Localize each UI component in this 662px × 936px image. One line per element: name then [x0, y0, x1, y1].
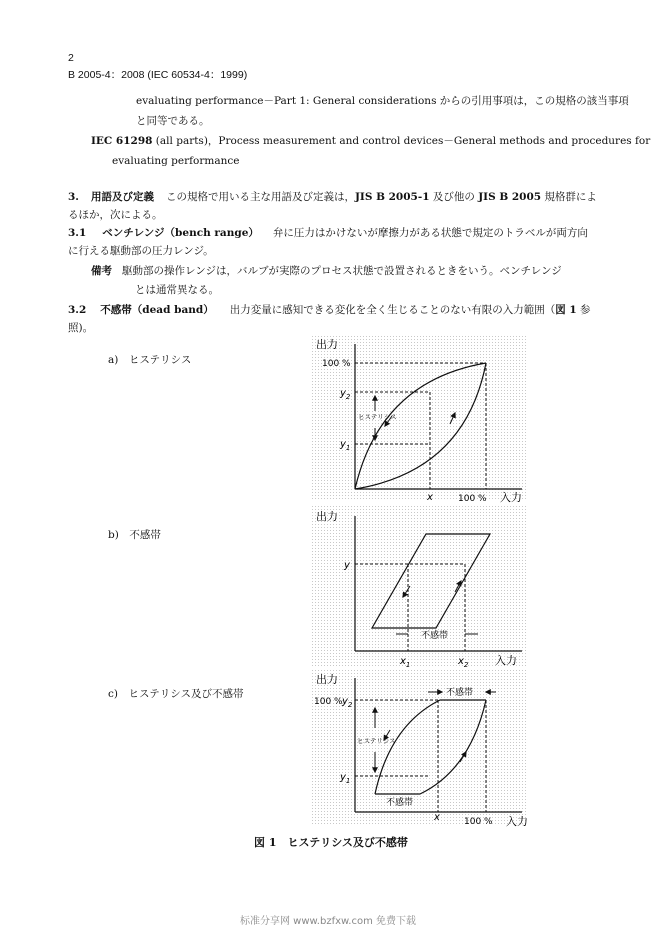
- figure-c-label: c) ヒステリシス及び不感帯: [108, 688, 244, 700]
- standard-id: B 2005-4：2008 (IEC 60534-4：1999): [68, 69, 248, 81]
- graph-a-hysteresis-label: ヒステリシス: [358, 413, 397, 421]
- graph-b-x2-label: $x_2$: [458, 656, 469, 669]
- section-3-2-title: 不感帯（dead band）: [100, 304, 214, 316]
- section-3-2-number: 3.2: [68, 304, 87, 316]
- graph-a-100-y: 100 %: [322, 359, 351, 369]
- graph-a-in-label: 入力: [500, 491, 522, 504]
- section-3-1-text: 弁に圧力はかけないが摩擦力がある状態で規定のトラベルが両方向: [272, 227, 588, 239]
- section-3-1-line-1: [68, 225, 588, 242]
- section-3-text-b: JIS B 2005-1: [354, 191, 430, 203]
- graph-a-out-label: 出力: [316, 338, 338, 351]
- section-3-2-text-c: 参: [576, 304, 591, 316]
- figure-a-label: a) ヒステリシス: [108, 354, 192, 366]
- ref-line-1: evaluating performance－Part 1: General considerations からの引用事項は，この規格の該当事項: [136, 95, 629, 107]
- graph-a-y2-label: $y_2$: [340, 388, 351, 401]
- graph-hysteresis: [300, 336, 540, 506]
- graph-c-100-x: 100 %: [464, 817, 493, 827]
- section-3-2-line-1: [68, 302, 591, 319]
- section-3-line-1: [68, 189, 597, 206]
- footer-watermark: 标准分享网 www.bzfxw.com 免费下载: [240, 916, 416, 927]
- page-number: 2: [68, 52, 74, 64]
- section-3-text-d: JIS B 2005: [478, 191, 542, 203]
- graph-b-background: [312, 506, 526, 666]
- note-line-2: とは通常異なる。: [135, 284, 219, 296]
- note-text: 駆動部の操作レンジは，バルブが実際のプロセス状態で設置されるときをいう。ベンチレンジ: [122, 265, 562, 277]
- graph-a-x-label: x: [427, 492, 433, 503]
- graph-c-y2-label: $y_2$: [342, 696, 353, 709]
- section-3-number: 3.: [68, 191, 79, 203]
- section-3-title: 用語及び定義: [90, 191, 154, 203]
- figure-caption: 図 1 ヒステリシス及び不感帯: [254, 836, 408, 849]
- graph-a-y1-label: $y_1$: [340, 439, 351, 452]
- section-3-2-text-b: 図 1: [555, 304, 577, 316]
- section-3-2-text-a: 出力変量に感知できる変化を全く生じることのない有限の入力範囲（: [229, 304, 556, 316]
- graph-c-x-label: x: [434, 812, 440, 823]
- ref-iec-line-2: evaluating performance: [112, 155, 240, 167]
- graph-a-100-x: 100 %: [458, 494, 487, 504]
- graph-b-in-label: 入力: [495, 654, 517, 667]
- figure-b-label: b) 不感帯: [108, 529, 161, 541]
- ref-iec-id: IEC 61298: [91, 135, 153, 147]
- graph-b-out-label: 出力: [316, 510, 338, 523]
- graph-b-y-label: y: [344, 560, 350, 571]
- graph-c-out-label: 出力: [316, 673, 338, 686]
- note-label: 備考: [91, 265, 112, 277]
- section-3-text-c: 及び他の: [429, 191, 479, 203]
- ref-iec-line-1: [91, 133, 650, 150]
- note-line-1: [91, 263, 562, 280]
- section-3-1-title: ベンチレンジ（bench range）: [102, 227, 259, 239]
- graph-c-in-label: 入力: [506, 815, 528, 828]
- graph-hysteresis-deadband: [300, 670, 540, 830]
- section-3-line-2: るほか，次による。: [68, 209, 163, 221]
- graph-b-deadband-label: 不感帯: [421, 631, 449, 641]
- graph-c-y1-label: $y_1$: [340, 772, 351, 785]
- graph-c-deadband-top-label: 不感帯: [446, 688, 474, 698]
- ref-line-2: と同等である。: [136, 115, 210, 127]
- graph-deadband: [300, 506, 540, 672]
- graph-c-100-y: 100 %: [314, 697, 343, 707]
- graph-b-x1-label: $x_1$: [400, 656, 411, 669]
- section-3-1-number: 3.1: [68, 227, 87, 239]
- section-3-text-e: 規格群によ: [541, 191, 597, 203]
- graph-c-hysteresis-label: ヒステリシス: [357, 737, 396, 745]
- section-3-2-line-2: 照)。: [68, 322, 94, 334]
- ref-iec-rest: (all parts)，Process measurement and control devices－General methods and procedures for: [152, 135, 651, 147]
- section-3-1-line-2: に行える駆動部の圧力レンジ。: [68, 245, 214, 257]
- graph-c-deadband-bottom-label: 不感帯: [386, 798, 414, 808]
- graph-c-background: [312, 670, 526, 826]
- section-3-text-a: この規格で用いる主な用語及び定義は，: [165, 191, 355, 203]
